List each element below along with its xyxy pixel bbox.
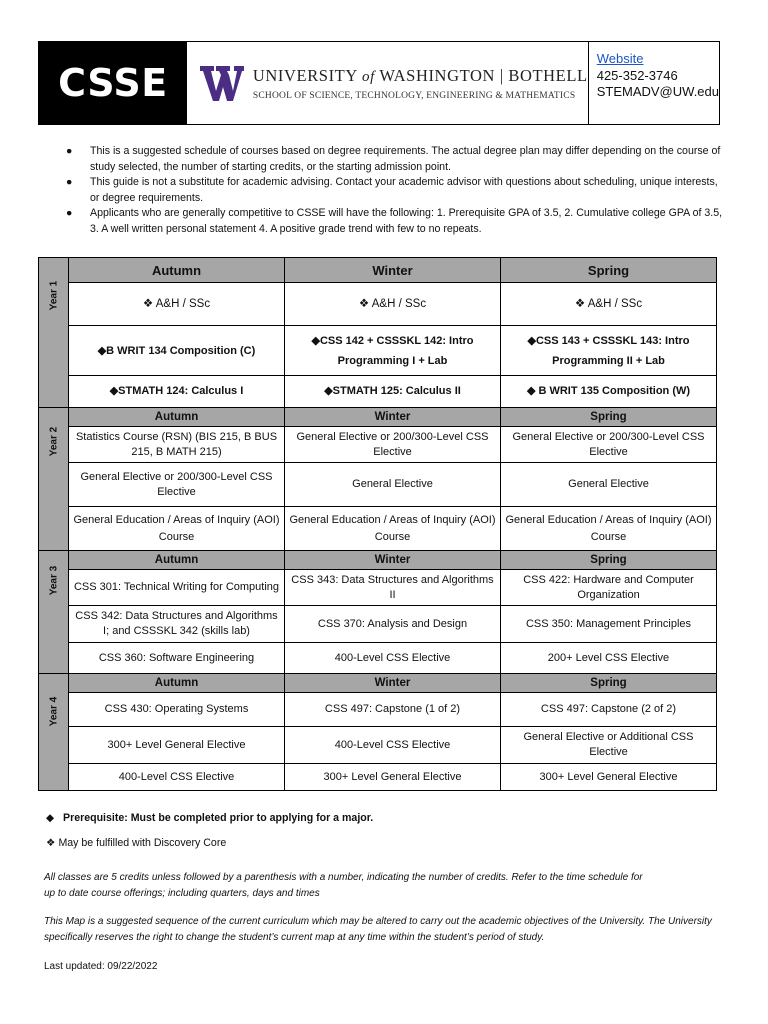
table-row [39, 427, 717, 463]
table-row [39, 463, 717, 507]
course-cell: ◆CSS 142 + CSSSKL 142: Intro Programming I + Lab [285, 326, 501, 376]
table-row [39, 693, 717, 727]
last-updated: Last updated: 09/22/2022 [44, 961, 158, 972]
quarter-header-row [39, 674, 717, 693]
quarter-header-row [39, 551, 717, 570]
table-row [39, 326, 717, 376]
course-cell: ◆STMATH 124: Calculus I [69, 376, 285, 408]
year-label-cell: Year 3 [39, 551, 69, 674]
course-cell: ❖ A&H / SSc [285, 283, 501, 326]
quarter-header: Winter [285, 551, 501, 570]
bullet-icon: ● [66, 145, 73, 157]
quarter-header: Spring [501, 674, 717, 693]
note-item: ● Applicants who are generally competitive to CSSE will have the following: 1. Prerequisite GPA of 3.5, 2. Cumulative college GPA of 3.5, 3. A well written personal statement 4. A positive grade trend with few to no repeats. [66, 207, 723, 235]
table-row [39, 283, 717, 326]
course-cell: ◆STMATH 125: Calculus II [285, 376, 501, 408]
course-cell: General Education / Areas of Inquiry (AOI) Course [501, 507, 717, 551]
course-schedule-table [38, 257, 717, 791]
course-cell: Statistics Course (RSN) (BIS 215, B BUS 215, B MATH 215) [69, 427, 285, 463]
course-cell: CSS 497: Capstone (2 of 2) [501, 693, 717, 727]
table-row [39, 570, 717, 606]
table-row [39, 643, 717, 674]
email-address: STEMADV@UW.edu [596, 84, 719, 99]
course-cell: General Elective [501, 463, 717, 507]
course-cell: General Elective or 200/300-Level CSS Elective [501, 427, 717, 463]
quarter-header: Winter [285, 408, 501, 427]
bullet-icon: ● [66, 207, 73, 219]
quarter-header: Autumn [69, 674, 285, 693]
quarter-header: Spring [501, 258, 717, 283]
course-cell: CSS 497: Capstone (1 of 2) [285, 693, 501, 727]
course-cell: 300+ Level General Elective [501, 764, 717, 791]
course-cell: General Elective or Additional CSS Elective [501, 727, 717, 764]
diamond-icon: ◆ [46, 812, 55, 824]
course-cell: General Elective [285, 463, 501, 507]
course-cell: CSS 343: Data Structures and Algorithms II [285, 570, 501, 606]
website-link[interactable]: Website [596, 51, 644, 66]
year-label-cell: Year 1 [39, 258, 69, 408]
university-name: UNIVERSITY of WASHINGTON | BOTHELL [252, 65, 588, 85]
course-cell: CSS 370: Analysis and Design [285, 606, 501, 643]
table-row [39, 507, 717, 551]
legend-prerequisite: ◆ Prerequisite: Must be completed prior to applying for a major. [46, 812, 374, 824]
four-diamond-icon: ❖ [46, 837, 56, 849]
uw-bothell-logo-block [187, 42, 589, 124]
course-cell: ❖ A&H / SSc [69, 283, 285, 326]
course-cell: 300+ Level General Elective [69, 727, 285, 764]
table-row [39, 727, 717, 764]
quarter-header: Spring [501, 551, 717, 570]
school-name: SCHOOL OF SCIENCE, TECHNOLOGY, ENGINEERING & MATHEMATICS [252, 90, 576, 101]
quarter-header: Winter [285, 258, 501, 283]
credits-footnote: All classes are 5 credits unless followed by a parenthesis with a number, indicating the number of credits. Refer to the time schedule for up to date course offerings; including quarters, days and times [44, 872, 643, 899]
quarter-header-row [39, 408, 717, 427]
course-cell: CSS 301: Technical Writing for Computing [69, 570, 285, 606]
year-label-cell: Year 4 [39, 674, 69, 791]
course-cell: CSS 360: Software Engineering [69, 643, 285, 674]
course-cell: ◆B WRIT 134 Composition (C) [69, 326, 285, 376]
course-cell: 300+ Level General Elective [285, 764, 501, 791]
header-banner [38, 41, 720, 125]
contact-info [589, 42, 719, 124]
course-cell: 200+ Level CSS Elective [501, 643, 717, 674]
quarter-header: Autumn [69, 258, 285, 283]
table-row [39, 764, 717, 791]
quarter-header: Autumn [69, 551, 285, 570]
course-cell: ◆ B WRIT 135 Composition (W) [501, 376, 717, 408]
course-cell: ❖ A&H / SSc [501, 283, 717, 326]
course-cell: General Education / Areas of Inquiry (AOI) Course [285, 507, 501, 551]
course-cell: CSS 350: Management Principles [501, 606, 717, 643]
quarter-header: Spring [501, 408, 717, 427]
csse-brand: CSSE [39, 42, 187, 124]
course-cell: 400-Level CSS Elective [285, 727, 501, 764]
year-label-cell: Year 2 [39, 408, 69, 551]
course-cell: CSS 342: Data Structures and Algorithms I; and CSSSKL 342 (skills lab) [69, 606, 285, 643]
course-cell: General Elective or 200/300-Level CSS Elective [285, 427, 501, 463]
legend-discovery-core: ❖ May be fulfilled with Discovery Core [46, 837, 227, 849]
quarter-header-row [39, 258, 717, 283]
course-cell: ◆CSS 143 + CSSSKL 143: Intro Programming II + Lab [501, 326, 717, 376]
course-cell: CSS 422: Hardware and Computer Organization [501, 570, 717, 606]
bullet-icon: ● [66, 176, 73, 188]
map-disclaimer: This Map is a suggested sequence of the current curriculum which may be altered to carry out the academic objectives of the University. The University specifically reserves the right to change the student’s current map at any time within the student’s period of study. [44, 916, 712, 943]
course-cell: General Education / Areas of Inquiry (AOI) Course [69, 507, 285, 551]
phone-number: 425-352-3746 [596, 67, 678, 83]
note-item: ● This is a suggested schedule of courses based on degree requirements. The actual degree plan may differ depending on the course of study selected, the number of starting credits, or the starting admission point. [66, 145, 721, 173]
quarter-header: Winter [285, 674, 501, 693]
course-cell: 400-Level CSS Elective [69, 764, 285, 791]
course-cell: General Elective or 200/300-Level CSS Elective [69, 463, 285, 507]
notes-list [66, 144, 726, 237]
quarter-header: Autumn [69, 408, 285, 427]
table-row [39, 606, 717, 643]
uw-w-logo-icon [199, 63, 245, 103]
note-item: ● This guide is not a substitute for academic advising. Contact your academic advisor with questions about scheduling, unique interests, or degree requirements. [66, 176, 718, 204]
table-row [39, 376, 717, 408]
course-cell: CSS 430: Operating Systems [69, 693, 285, 727]
course-cell: 400-Level CSS Elective [285, 643, 501, 674]
